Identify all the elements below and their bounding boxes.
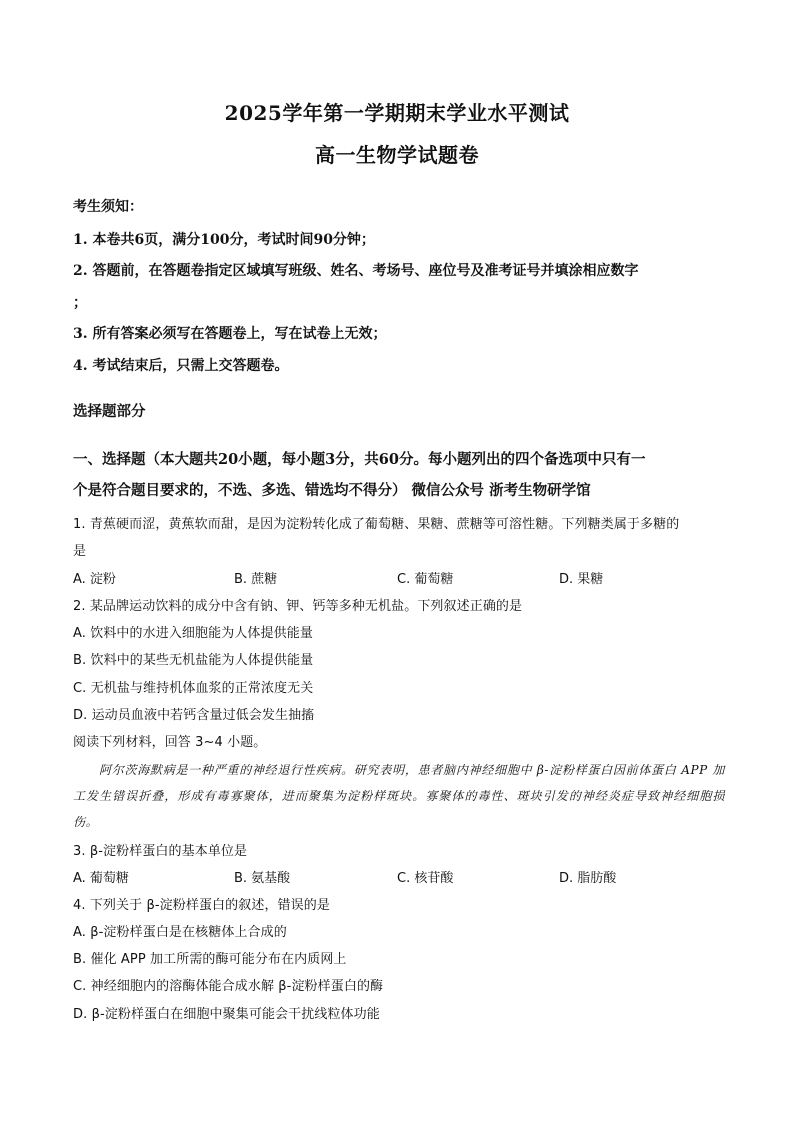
question-1-option-c: C. 葡萄糖 (397, 572, 454, 587)
exam-title: 2025学年第一学期期末学业水平测试 (224, 101, 570, 125)
question-2-stem: 2. 某品牌运动饮料的成分中含有钠、钾、钙等多种无机盐。下列叙述正确的是 (73, 599, 523, 614)
exam-subtitle: 高一生物学试题卷 (315, 143, 479, 167)
question-3-option-c: C. 核苷酸 (397, 871, 454, 886)
reading-intro: 阅读下列材料，回答 3~4 小题。 (73, 735, 267, 750)
section-title: 选择题部分 (73, 403, 146, 420)
question-1-option-d: D. 果糖 (559, 572, 604, 587)
notice-item-1: 1. 本卷共6页，满分100分，考试时间90分钟； (73, 232, 375, 248)
question-3-option-d: D. 脂肪酸 (559, 871, 617, 886)
question-4-option-b: B. 催化 APP 加工所需的酶可能分布在内质网上 (73, 952, 347, 967)
question-1-option-b: B. 蔗糖 (234, 572, 278, 587)
question-1-stem-line-1: 1. 青蕉硬而涩，黄蕉软而甜，是因为淀粉转化成了葡萄糖、果糖、蔗糖等可溶性糖。下列糖类属于多糖的 (73, 517, 680, 532)
question-2-option-c: C. 无机盐与维持机体血浆的正常浓度无关 (73, 681, 314, 696)
question-1-option-a: A. 淀粉 (73, 572, 116, 587)
question-2-option-b: B. 饮料中的某些无机盐能为人体提供能量 (73, 653, 314, 668)
question-3-stem: 3. β-淀粉样蛋白的基本单位是 (73, 844, 248, 859)
question-4-stem: 4. 下列关于 β-淀粉样蛋白的叙述，错误的是 (73, 898, 330, 913)
notice-item-2: 2. 答题前，在答题卷指定区域填写班级、姓名、考场号、座位号及准考证号并填涂相应数字 (73, 263, 639, 279)
notice-heading: 考生须知： (73, 199, 143, 215)
part-one-instructions-line-2: 个是符合题目要求的，不选、多选、错选均不得分） 微信公众号 浙考生物研学馆 (73, 482, 591, 499)
question-3-option-a: A. 葡萄糖 (73, 871, 129, 886)
notice-item-4: 4. 考试结束后，只需上交答题卷。 (73, 358, 289, 374)
notice-item-3: 3. 所有答案必须写在答题卷上，写在试卷上无效； (73, 326, 387, 342)
question-2-option-d: D. 运动员血液中若钙含量过低会发生抽搐 (73, 708, 315, 723)
question-3-option-b: B. 氨基酸 (234, 871, 291, 886)
reading-passage: 阿尔茨海默病是一种严重的神经退行性疾病。研究表明，患者脑内神经细胞中 β-淀粉样蛋白因前体蛋白 APP 加工发生错误折叠，形成有毒寡聚体，进而聚集为淀粉样斑块。寡聚体的毒性、斑块引发的神经炎症导致神经细胞损伤。 (73, 763, 725, 829)
notice-item-2-continuation: ； (73, 295, 87, 311)
question-4-option-a: A. β-淀粉样蛋白是在核糖体上合成的 (73, 925, 287, 940)
part-one-instructions-line-1: 一、选择题（本大题共20小题，每小题3分，共60分。每小题列出的四个备选项中只有一 (73, 451, 646, 468)
question-2-option-a: A. 饮料中的水进入细胞能为人体提供能量 (73, 626, 313, 641)
question-1-stem-line-2: 是 (73, 544, 87, 559)
question-4-option-c: C. 神经细胞内的溶酶体能合成水解 β-淀粉样蛋白的酶 (73, 979, 384, 994)
question-4-option-d: D. β-淀粉样蛋白在细胞中聚集可能会干扰线粒体功能 (73, 1007, 380, 1022)
